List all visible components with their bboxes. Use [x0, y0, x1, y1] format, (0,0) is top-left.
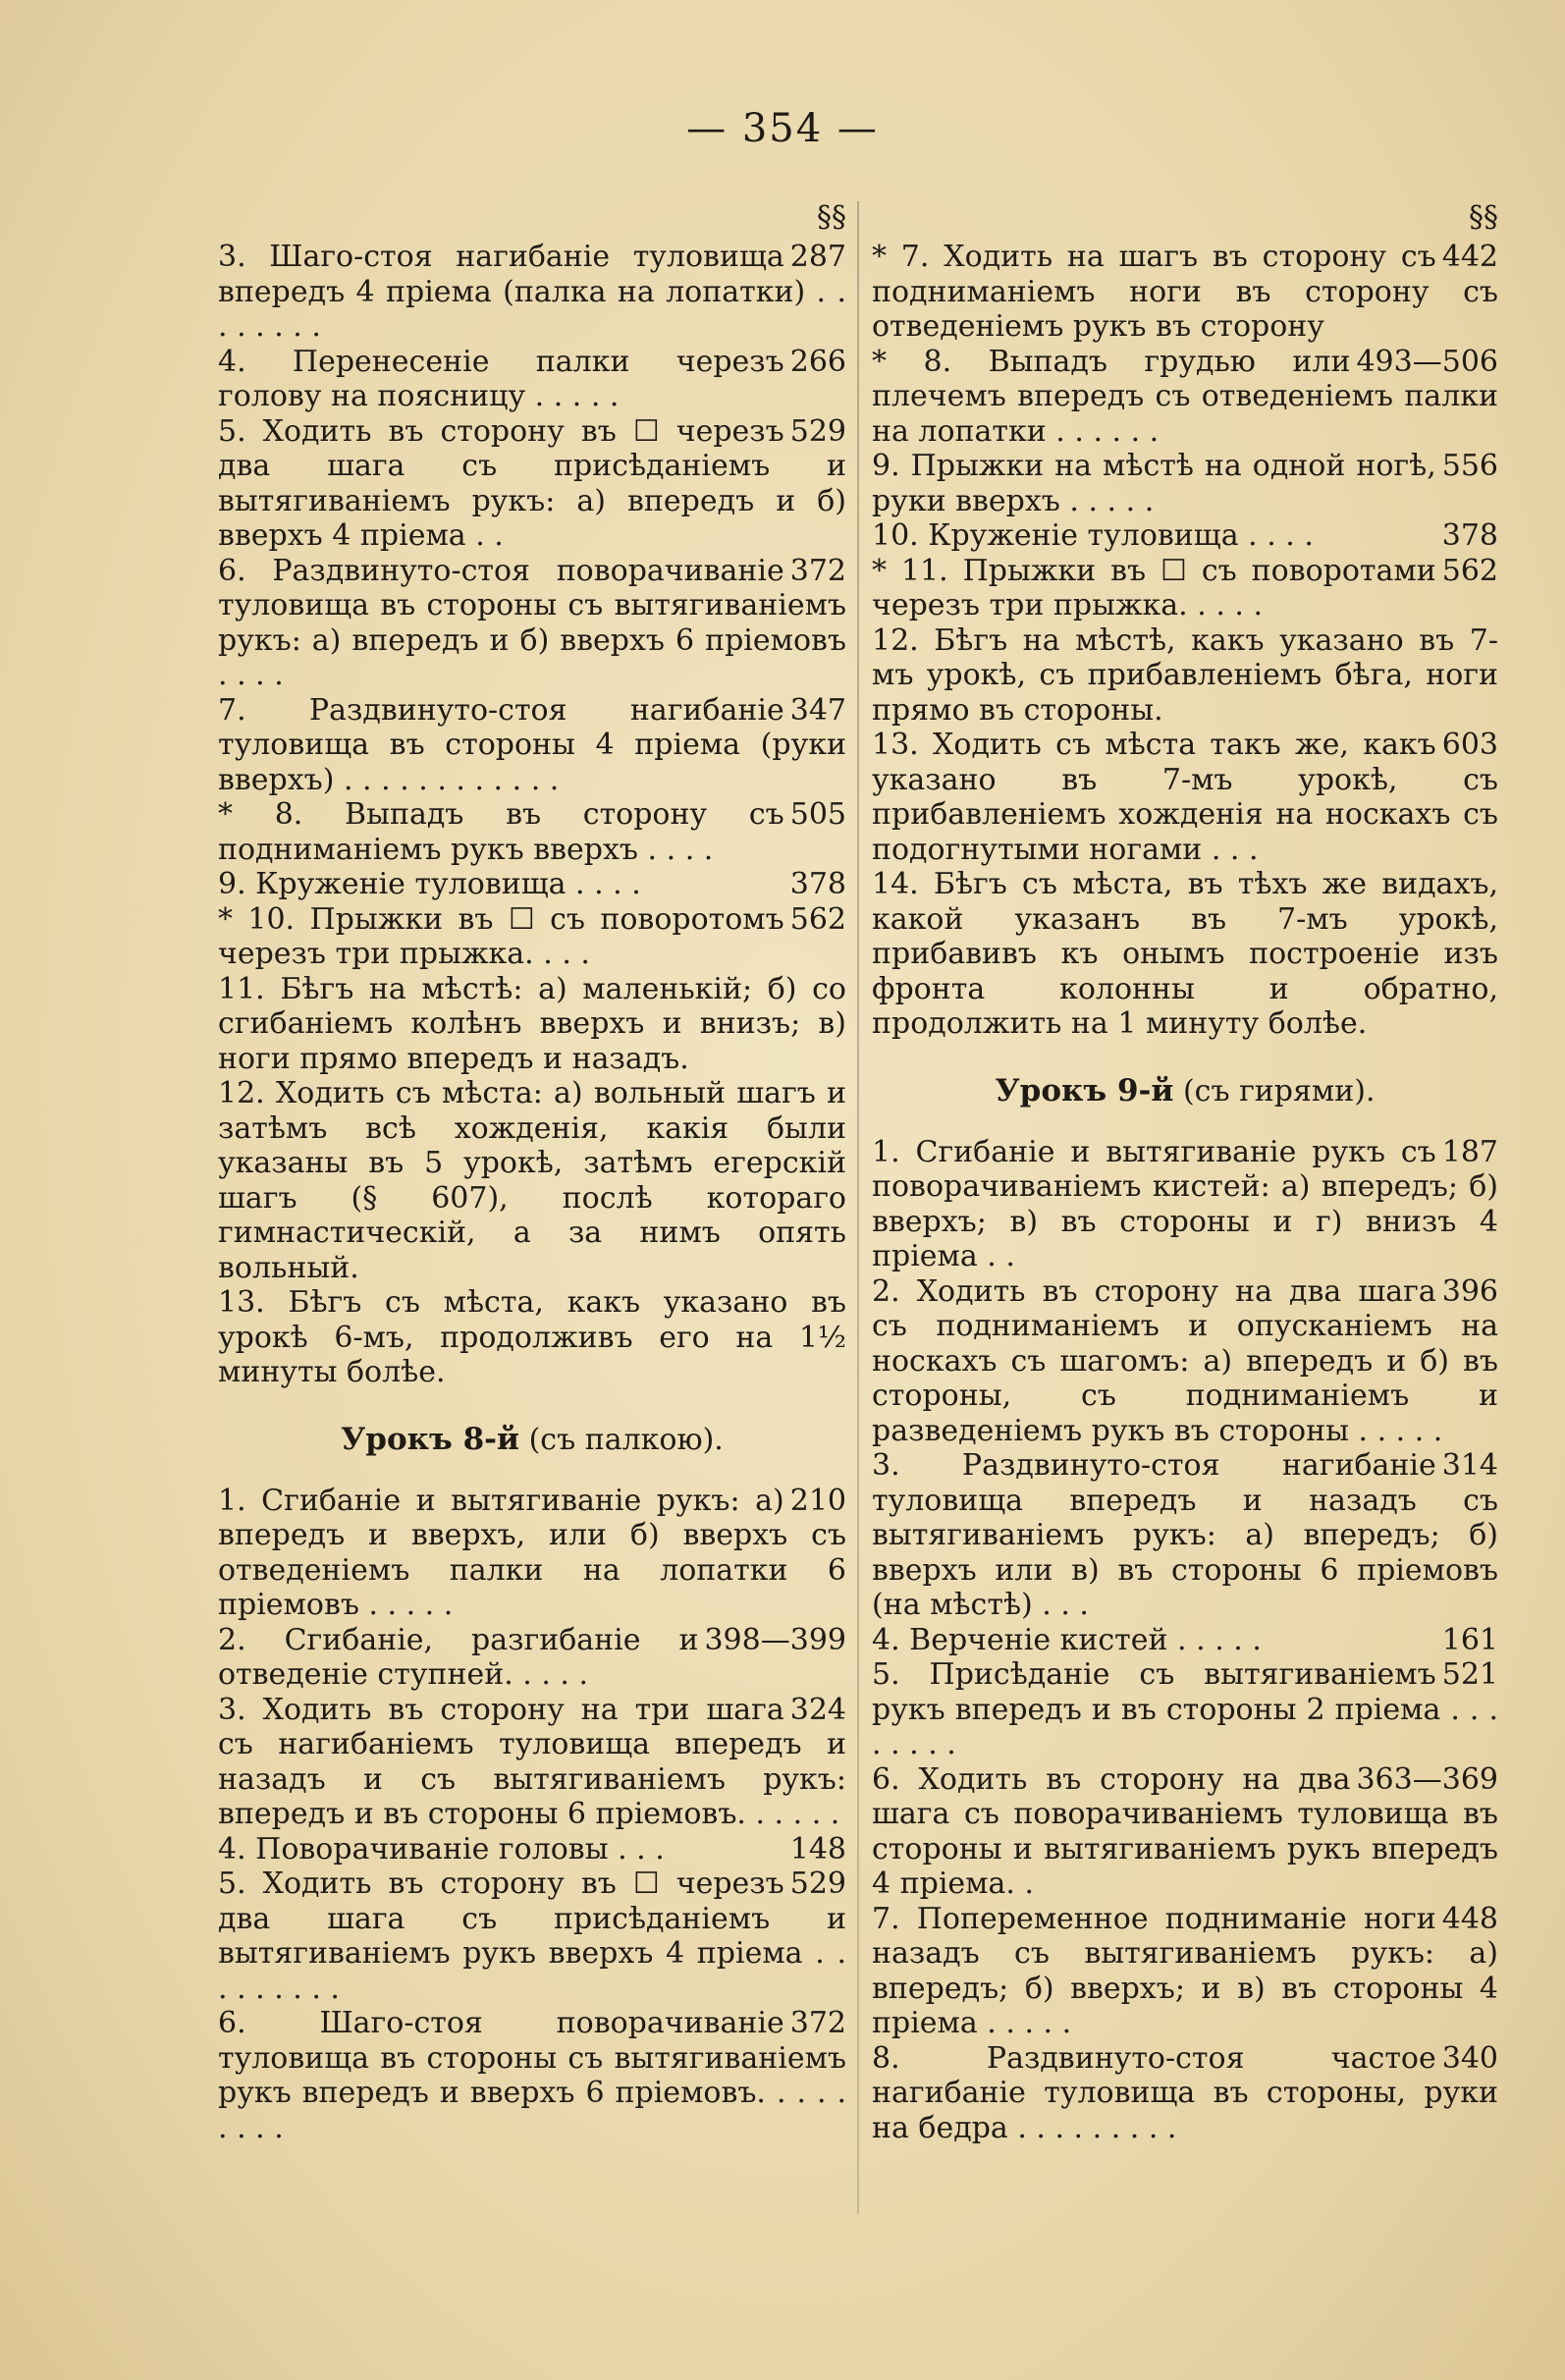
exercise-entry [218, 414, 846, 554]
exercise-text: 7. Попеременное подниманіе ноги назадъ съ вытягиваніемъ рукъ: а) впередъ; б) вверхъ; и в) въ стороны 4 пріема . . . . . [872, 1901, 1498, 2040]
section-reference: 378 [1441, 518, 1498, 553]
section-reference: 505 [789, 797, 846, 832]
exercise-text: 4. Перенесеніе палки черезъ голову на поясницу . . . . . [218, 344, 784, 413]
exercise-entry [218, 902, 846, 972]
exercise-entry [872, 518, 1498, 554]
exercise-text: 11. Бѣгъ на мѣстѣ: а) маленькій; б) со сгибаніемъ колѣнъ вверхъ и внизъ; в) ноги прямо впередъ и назадъ. [218, 971, 846, 1076]
exercise-text: 1. Сгибаніе и вытягиваніе рукъ съ поворачиваніемъ кистей: а) впередъ; б) вверхъ; в) въ стороны и г) внизъ 4 пріема . . [872, 1134, 1498, 1273]
section-reference: 529 [789, 413, 846, 449]
section-reference: 378 [789, 867, 846, 901]
exercise-entry [218, 1693, 846, 1832]
exercise-entry [872, 240, 1498, 345]
exercise-text: 13. Бѣгъ съ мѣста, какъ указано въ урокѣ 6-мъ, продолживъ его на 1½ минуты болѣе. [218, 1285, 846, 1389]
left-entries-b [218, 1484, 846, 2146]
section-reference: 187 [1441, 1134, 1498, 1169]
section-reference: 210 [789, 1483, 846, 1518]
exercise-entry [218, 1866, 846, 2006]
right-column [872, 196, 1498, 2145]
exercise-text: 6. Раздвинуто-стоя поворачиваніе туловища въ стороны съ вытягиваніемъ рукъ: а) впередъ и б) вверхъ 6 пріемовъ . . . . [218, 553, 846, 692]
exercise-text: * 10. Прыжки въ ☐ съ поворотомъ черезъ три прыжка. . . . [218, 901, 784, 971]
exercise-text: 13. Ходить съ мѣста такъ же, какъ указано въ 7-мъ урокѣ, съ прибавленіемъ хожденія на носкахъ съ подогнутыми ногами . . . [872, 728, 1498, 867]
exercise-text: 1. Сгибаніе и вытягиваніе рукъ: а) впередъ и вверхъ, или б) вверхъ съ отведеніемъ палки на лопатки 6 пріемовъ . . . . . [218, 1483, 846, 1622]
section-reference: 529 [789, 1866, 846, 1901]
section-reference: 556 [1441, 449, 1498, 483]
section-reference: 398—399 [704, 1622, 846, 1657]
exercise-entry [872, 1762, 1498, 1902]
section-mark: §§ [817, 200, 846, 235]
lesson-8-header [218, 1422, 846, 1458]
exercise-text: 2. Сгибаніе, разгибаніе и отведеніе ступней. . . . . [218, 1622, 699, 1692]
lesson-9-title: Урокъ 9-й [995, 1072, 1174, 1109]
page-number: — 354 — [686, 106, 879, 151]
section-reference: 448 [1441, 1901, 1498, 1936]
exercise-entry [218, 867, 846, 902]
exercise-text: 3. Шаго-стоя нагибаніе туловища впередъ 4 пріема (палка на лопатки) . . . . . . . . [218, 240, 846, 344]
section-reference: 347 [789, 692, 846, 728]
exercise-entry [872, 1135, 1498, 1274]
lesson-9-subtitle: (съ гирями). [1182, 1073, 1376, 1109]
section-reference: 314 [1441, 1448, 1498, 1483]
section-reference: 521 [1441, 1657, 1498, 1692]
exercise-entry [218, 972, 846, 1077]
exercise-text: 14. Бѣгъ съ мѣста, въ тѣхъ же видахъ, какой указанъ въ 7-мъ урокѣ, прибавивъ къ онымъ построеніе изъ фронта колонны и обратно, продолжить на 1 минуту болѣе. [872, 867, 1498, 1041]
section-reference: 148 [789, 1831, 846, 1866]
exercise-entry [218, 554, 846, 693]
exercise-text: * 7. Ходить на шагъ въ сторону съ подниманіемъ ноги въ сторону съ отведеніемъ рукъ въ сторону [872, 240, 1498, 344]
exercise-text: * 8. Выпадъ въ сторону съ подниманіемъ рукъ вверхъ . . . . [218, 797, 784, 867]
exercise-text: 7. Раздвинуто-стоя нагибаніе туловища въ стороны 4 пріема (руки вверхъ) . . . . . . . . . . . . [218, 692, 846, 797]
right-entries-a [872, 240, 1498, 1042]
exercise-entry [872, 867, 1498, 1042]
exercise-entry [872, 1657, 1498, 1762]
exercise-text: 3. Раздвинуто-стоя нагибаніе туловища впередъ и назадъ съ вытягиваніемъ рукъ: а) впередъ; б) вверхъ или в) въ стороны 6 пріемовъ (на мѣстѣ) . . . [872, 1448, 1498, 1622]
exercise-entry [872, 2041, 1498, 2146]
section-reference: 372 [789, 2006, 846, 2040]
left-column [218, 196, 846, 2145]
exercise-entry [872, 728, 1498, 867]
exercise-text: 5. Ходить въ сторону въ ☐ черезъ два шага съ присѣданіемъ и вытягиваніемъ рукъ: а) впередъ и б) вверхъ 4 пріема . . [218, 413, 846, 553]
section-reference: 287 [789, 240, 846, 274]
exercise-text: 6. Ходить въ сторону на два шага съ поворачиваніемъ туловища въ стороны и вытягиваніемъ рукъ впередъ 4 пріема. . [872, 1761, 1498, 1901]
exercise-entry [218, 2006, 846, 2145]
exercise-text: 8. Раздвинуто-стоя частое нагибаніе туловища въ стороны, руки на бедра . . . . . . . . . [872, 2040, 1498, 2145]
section-reference: 340 [1441, 2040, 1498, 2076]
section-reference: 363—369 [1356, 1761, 1498, 1797]
exercise-text: * 8. Выпадъ грудью или плечемъ впередъ съ отведеніемъ палки на лопатки . . . . . . [872, 344, 1498, 449]
section-reference: 603 [1441, 728, 1498, 762]
exercise-text: 5. Присѣданіе съ вытягиваніемъ рукъ впередъ и въ стороны 2 пріема . . . . . . . . [872, 1657, 1498, 1761]
section-reference: 324 [789, 1692, 846, 1727]
exercise-entry [872, 623, 1498, 729]
exercise-entry [218, 1484, 846, 1623]
exercise-entry [218, 345, 846, 414]
exercise-text: * 11. Прыжки въ ☐ съ поворотами черезъ три прыжка. . . . . [872, 553, 1436, 622]
column-divider [857, 201, 859, 2214]
exercise-text: 5. Ходить въ сторону въ ☐ черезъ два шага съ присѣданіемъ и вытягиваніемъ рукъ вверхъ 4 пріема . . . . . . . . . [218, 1866, 846, 2006]
right-entries-b [872, 1135, 1498, 2146]
section-reference: 372 [789, 553, 846, 588]
section-reference: 562 [789, 901, 846, 937]
exercise-entry [218, 1623, 846, 1693]
exercise-entry [872, 449, 1498, 518]
exercise-text: 3. Ходить въ сторону на три шага съ нагибаніемъ туловища впередъ и назадъ и съ вытягиваніемъ рукъ: впередъ и въ стороны 6 пріемовъ. . . . . . [218, 1692, 846, 1831]
exercise-entry [872, 1902, 1498, 2041]
section-reference: 266 [789, 344, 846, 379]
exercise-text: 6. Шаго-стоя поворачиваніе туловища въ стороны съ вытягиваніемъ рукъ впередъ и вверхъ 6 пріемовъ. . . . . . . . . [218, 2006, 846, 2145]
exercise-entry [218, 1285, 846, 1390]
section-reference: 442 [1441, 240, 1498, 274]
lesson-9-header [872, 1073, 1498, 1109]
exercise-entry [872, 554, 1498, 623]
section-reference: 562 [1441, 553, 1498, 588]
exercise-text: 4. Верченіе кистей . . . . . [872, 1622, 1262, 1657]
exercise-entry [872, 1274, 1498, 1449]
exercise-text: 4. Поворачиваніе головы . . . [218, 1831, 665, 1866]
exercise-entry [218, 693, 846, 798]
exercise-entry [872, 345, 1498, 450]
section-reference: 396 [1441, 1273, 1498, 1309]
exercise-text: 9. Прыжки на мѣстѣ на одной ногѣ, руки вверхъ . . . . . [872, 449, 1436, 518]
exercise-text: 12. Ходить съ мѣста: а) вольный шагъ и затѣмъ всѣ хожденія, какія были указаны въ 5 урокѣ, затѣмъ егерскій шагъ (§ 607), послѣ котораго гимнастическій, а за нимъ опять вольный. [218, 1076, 846, 1285]
exercise-entry [218, 240, 846, 345]
exercise-text: 12. Бѣгъ на мѣстѣ, какъ указано въ 7-мъ урокѣ, съ прибавленіемъ бѣга, ноги прямо въ стороны. [872, 622, 1498, 728]
section-reference: 161 [1441, 1622, 1498, 1657]
exercise-entry [218, 1076, 846, 1285]
exercise-entry [218, 797, 846, 867]
exercise-text: 2. Ходить въ сторону на два шага съ подниманіемъ и опусканіемъ на носкахъ съ шагомъ: а) впередъ и б) въ стороны, съ подниманіемъ и разведеніемъ рукъ въ стороны . . . . . [872, 1273, 1498, 1448]
lesson-8-title: Урокъ 8-й [341, 1421, 520, 1457]
section-reference: 493—506 [1356, 344, 1498, 379]
exercise-entry [872, 1623, 1498, 1658]
exercise-entry [872, 1448, 1498, 1623]
left-entries-a [218, 240, 846, 1390]
section-mark: §§ [1469, 200, 1498, 235]
exercise-text: 9. Круженіе туловища . . . . [218, 867, 641, 901]
exercise-entry [218, 1832, 846, 1867]
exercise-text: 10. Круженіе туловища . . . . [872, 518, 1314, 553]
lesson-8-subtitle: (съ палкою). [528, 1422, 724, 1457]
